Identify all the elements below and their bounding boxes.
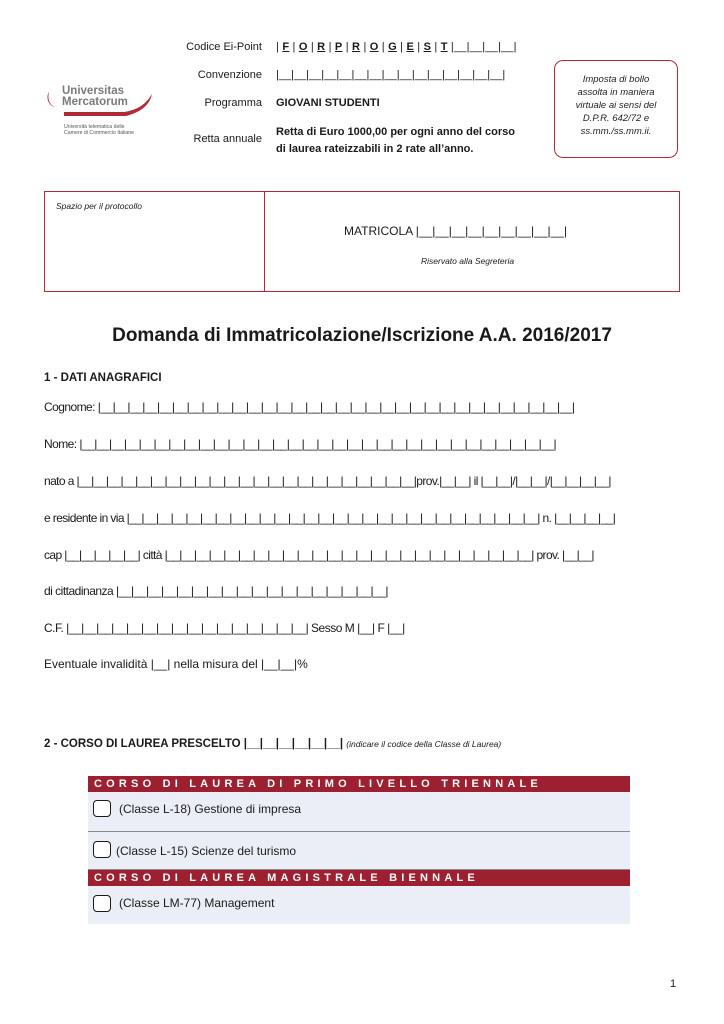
program-value: GIOVANI STUDENTI	[276, 97, 380, 109]
page-title: Domanda di Immatricolazione/Iscrizione A.A. 2016/2017	[112, 325, 612, 346]
course-option-label: (Classe L-18) Gestione di impresa	[119, 802, 302, 816]
fee-value: Retta di Euro 1000,00 per ogni anno del corso di laurea rateizzabili in 2 rate all’anno.	[276, 126, 516, 155]
section-course-heading: 2 - CORSO DI LAUREA PRESCELTO |__|__|__|__|__|__| (indicare il codice della Classe di Laurea)	[44, 738, 502, 750]
course-option-label: (Classe L-15) Scienze del turismo	[116, 844, 297, 858]
convention-field[interactable]: |__|__|__|__|__|__|__|__|__|__|__|__|__|__|__|	[276, 69, 506, 81]
protocol-label: Spazio per il protocollo	[56, 201, 142, 211]
protocol-divider	[264, 191, 265, 292]
course-code-hint: (indicare il codice della Classe di Laurea)	[346, 739, 502, 749]
code-label: Codice Ei-Point	[186, 41, 262, 53]
program-label: Programma	[204, 97, 262, 109]
band-master: CORSO DI LAUREA MAGISTRALE BIENNALE	[88, 870, 630, 886]
surname-field[interactable]: Cognome: |__|__|__|__|__|__|__|__|__|__|__|__|__|__|__|__|__|__|__|__|__|__|__|__|__|__|__|__|__|__|__|__|	[44, 400, 575, 414]
matricola-field[interactable]: MATRICOLA |__|__|__|__|__|__|__|__|__|	[344, 224, 568, 238]
citizenship-field[interactable]: di cittadinanza |__|__|__|__|__|__|__|__|__|__|__|__|__|__|__|__|__|__|	[44, 584, 389, 598]
course-option-label: (Classe LM-77) Management	[119, 896, 275, 910]
band-bachelor: CORSO DI LAUREA DI PRIMO LIVELLO TRIENNALE	[88, 776, 630, 792]
code-field[interactable]: | F | O | R | P | R | O | G | E | S | T |__|__|__|__|	[276, 41, 517, 53]
university-logo	[46, 86, 166, 142]
code-prefix: |	[276, 41, 283, 53]
tax-code-field[interactable]: C.F. |__|__|__|__|__|__|__|__|__|__|__|__|__|__|__|__| Sesso M |__| F |__|	[44, 621, 405, 635]
page-number: 1	[670, 978, 677, 990]
name-field[interactable]: Nome: |__|__|__|__|__|__|__|__|__|__|__|__|__|__|__|__|__|__|__|__|__|__|__|__|__|__|__|__|__|__|__|__|	[44, 437, 557, 451]
disability-field[interactable]: Eventuale invalidità |__| nella misura del |__|__|%	[44, 657, 308, 671]
stamp-duty-box: Imposta di bollo assolta in maniera virtuale ai sensi del D.P.R. 642/72 e ss.mm./ss.mm.ii.	[554, 60, 678, 158]
fee-label: Retta annuale	[193, 133, 262, 145]
convention-label: Convenzione	[197, 69, 262, 81]
course-option[interactable]	[88, 832, 630, 870]
section-personal-data-heading: 1 - DATI ANAGRAFICI	[44, 372, 162, 384]
checkbox[interactable]	[93, 895, 111, 912]
code-suffix: |__|__|__|__|	[450, 41, 517, 53]
course-option[interactable]	[88, 886, 630, 924]
city-field[interactable]: cap |__|__|__|__|__| città |__|__|__|__|__|__|__|__|__|__|__|__|__|__|__|__|__|__|__|__|__|__|__|__|__| prov. |__|__|	[44, 548, 594, 562]
course-option[interactable]	[88, 792, 630, 832]
address-field[interactable]: e residente in via |__|__|__|__|__|__|__|__|__|__|__|__|__|__|__|__|__|__|__|__|__|__|__|__|__|__|__|__| n. |__|__|__|__|	[44, 511, 616, 525]
logo-subtitle: Università telematica delle Camere di Commercio Italiane	[64, 124, 135, 136]
checkbox[interactable]	[93, 800, 111, 817]
reserved-note: Riservato alla Segreteria	[421, 256, 515, 266]
logo-name: Universitas Mercatorum	[62, 85, 128, 108]
checkbox[interactable]	[93, 841, 111, 858]
birthplace-field[interactable]: nato a |__|__|__|__|__|__|__|__|__|__|__|__|__|__|__|__|__|__|__|__|__|__|__|prov.|__|__| il |__|__|/|__|__|/|__|__|__|__|	[44, 474, 611, 488]
